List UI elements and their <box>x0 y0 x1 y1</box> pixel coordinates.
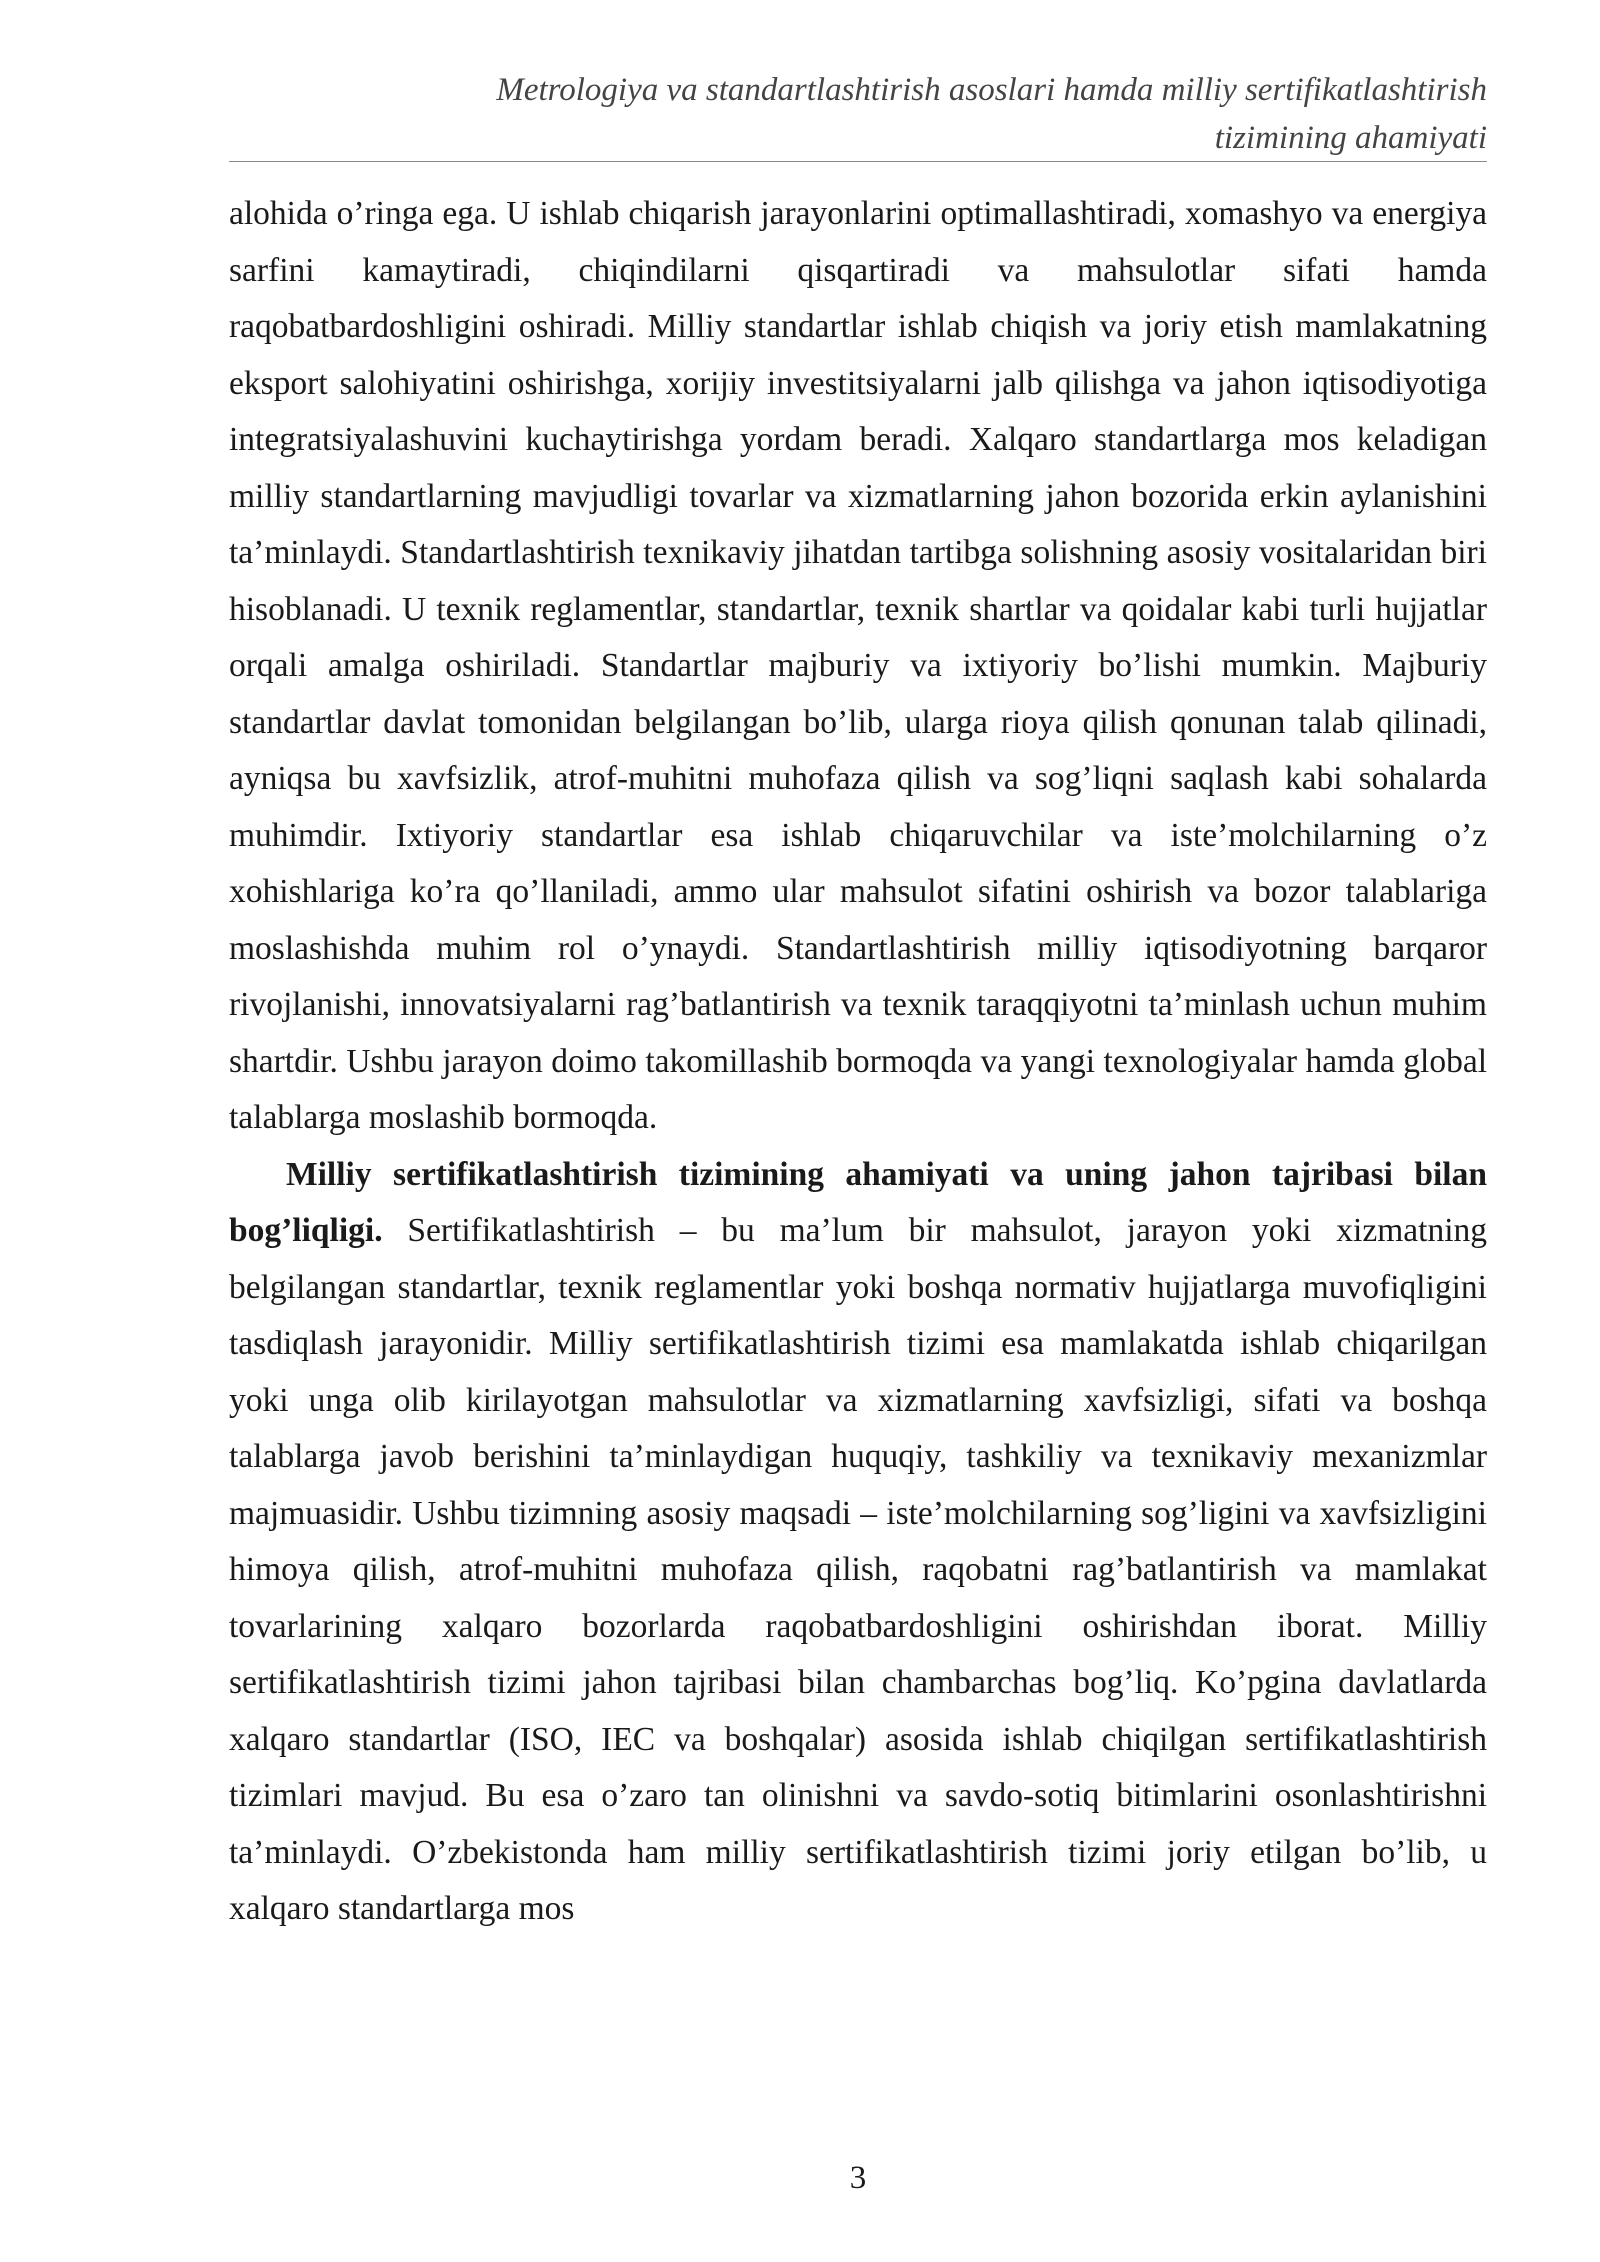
section-heading: Milliy sertifikatlashtirish tizimining ahamiyati va uning jahon tajribasi bilan bog’liqligi. <box>229 1155 1487 1249</box>
document-page <box>229 0 1487 2262</box>
paragraph-standardization: alohida o’ringa ega. U ishlab chiqarish jarayonlarini optimallashtiradi, xomashyo va energiya sarfini kamaytiradi, chiqindilarni qisqartiradi va mahsulotlar sifati hamda raqobatbardoshligini oshiradi. Milliy standartlar ishlab chiqish va joriy etish mamlakatning eksport salohiyatini oshirishga, xorijiy investitsiyalarni jalb qilishga va jahon iqtisodiyotiga integratsiyalashuvini kuchaytirishga yordam beradi. Xalqaro standartlarga mos keladigan milliy standartlarning mavjudligi tovarlar va xizmatlarning jahon bozorida erkin aylanishini ta’minlaydi. Standartlashtirish texnikaviy jihatdan tartibga solishning asosiy vositalaridan biri hisoblanadi. U texnik reglamentlar, standartlar, texnik shartlar va qoidalar kabi turli hujjatlar orqali amalga oshiriladi. Standartlar majburiy va ixtiyoriy bo’lishi mumkin. Majburiy standartlar davlat tomonidan belgilangan bo’lib, ularga rioya qilish qonunan talab qilinadi, ayniqsa bu xavfsizlik, atrof-muhitni muhofaza qilish va sog’liqni saqlash kabi sohalarda muhimdir. Ixtiyoriy standartlar esa ishlab chiqaruvchilar va iste’molchilarning o’z xohishlariga ko’ra qo’llaniladi, ammo ular mahsulot sifatini oshirish va bozor talablariga moslashishda muhim rol o’ynaydi. Standartlashtirish milliy iqtisodiyotning barqaror rivojlanishi, innovatsiyalarni rag’batlantirish va texnik taraqqiyotni ta’minlash uchun muhim shartdir. Ushbu jarayon doimo takomillashib bormoqda va yangi texnologiyalar hamda global talablarga moslashib bormoqda. <box>229 195 1487 1136</box>
page-number: 3 <box>849 2160 867 2196</box>
running-header <box>229 66 1487 162</box>
body-text <box>229 186 1487 1938</box>
header-divider <box>229 161 1487 162</box>
running-header-line-1: Metrologiya va standartlashtirish asoslari hamda milliy sertifikatlashtirish <box>496 72 1487 108</box>
running-header-line-2: tizimining ahamiyati <box>1214 120 1487 156</box>
paragraph-certification-text: Sertifikatlashtirish – bu ma’lum bir mahsulot, jarayon yoki xizmatning belgilangan standartlar, texnik reglamentlar yoki boshqa normativ hujjatlarga muvofiqligini tasdiqlash jarayonidir. Milliy sertifikatlashtirish tizimi esa mamlakatda ishlab chiqarilgan yoki unga olib kirilayotgan mahsulotlar va xizmatlarning xavfsizligi, sifati va boshqa talablarga javob berishini ta’minlaydigan huquqiy, tashkiliy va texnikaviy mexanizmlar majmuasidir. Ushbu tizimning asosiy maqsadi – iste’molchilarning sog’ligini va xavfsizligini himoya qilish, atrof-muhitni muhofaza qilish, raqobatni rag’batlantirish va mamlakat tovarlarining xalqaro bozorlarda raqobatbardoshligini oshirishdan iborat. Milliy sertifikatlashtirish tizimi jahon tajribasi bilan chambarchas bog’liq. Ko’pgina davlatlarda xalqaro standartlar (ISO, IEC va boshqalar) asosida ishlab chiqilgan sertifikatlashtirish tizimlari mavjud. Bu esa o’zaro tan olinishni va savdo-sotiq bitimlarini osonlashtirishni ta’minlaydi. O’zbekistonda ham milliy sertifikatlashtirish tizimi joriy etilgan bo’lib, u xalqaro standartlarga mos <box>229 1212 1487 1927</box>
paragraph-certification <box>229 1147 1487 1938</box>
